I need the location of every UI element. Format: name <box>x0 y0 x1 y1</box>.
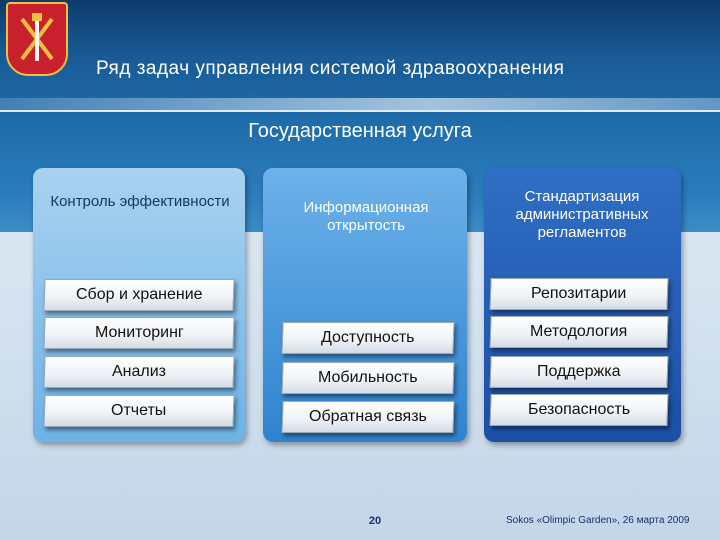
column-header-standardization: Стандартизация административных регламентов <box>515 188 649 241</box>
item-analysis: Анализ <box>43 356 234 388</box>
coat-of-arms-icon <box>6 2 68 76</box>
item-accessibility: Доступность <box>281 322 454 354</box>
item-monitoring: Мониторинг <box>43 317 234 349</box>
header-bar <box>0 0 720 110</box>
column-header-efficiency: Контроль эффективности <box>50 193 230 210</box>
item-reports: Отчеты <box>43 395 234 427</box>
item-security: Безопасность <box>489 394 668 426</box>
column-header-openness: Информационная открытость <box>303 199 429 234</box>
band-title: Государственная услуга <box>248 120 472 142</box>
item-support: Поддержка <box>489 356 668 388</box>
footer-text: Sokos «Olimpic Garden», 26 марта 2009 <box>506 515 690 526</box>
item-feedback: Обратная связь <box>281 401 454 433</box>
item-repositories: Репозитарии <box>489 278 668 310</box>
slide-title: Ряд задач управления системой здравоохранения <box>96 58 565 79</box>
page-number: 20 <box>368 515 382 527</box>
item-mobility: Мобильность <box>281 362 454 394</box>
item-collection: Сбор и хранение <box>43 279 234 311</box>
item-methodology: Методология <box>489 316 668 348</box>
